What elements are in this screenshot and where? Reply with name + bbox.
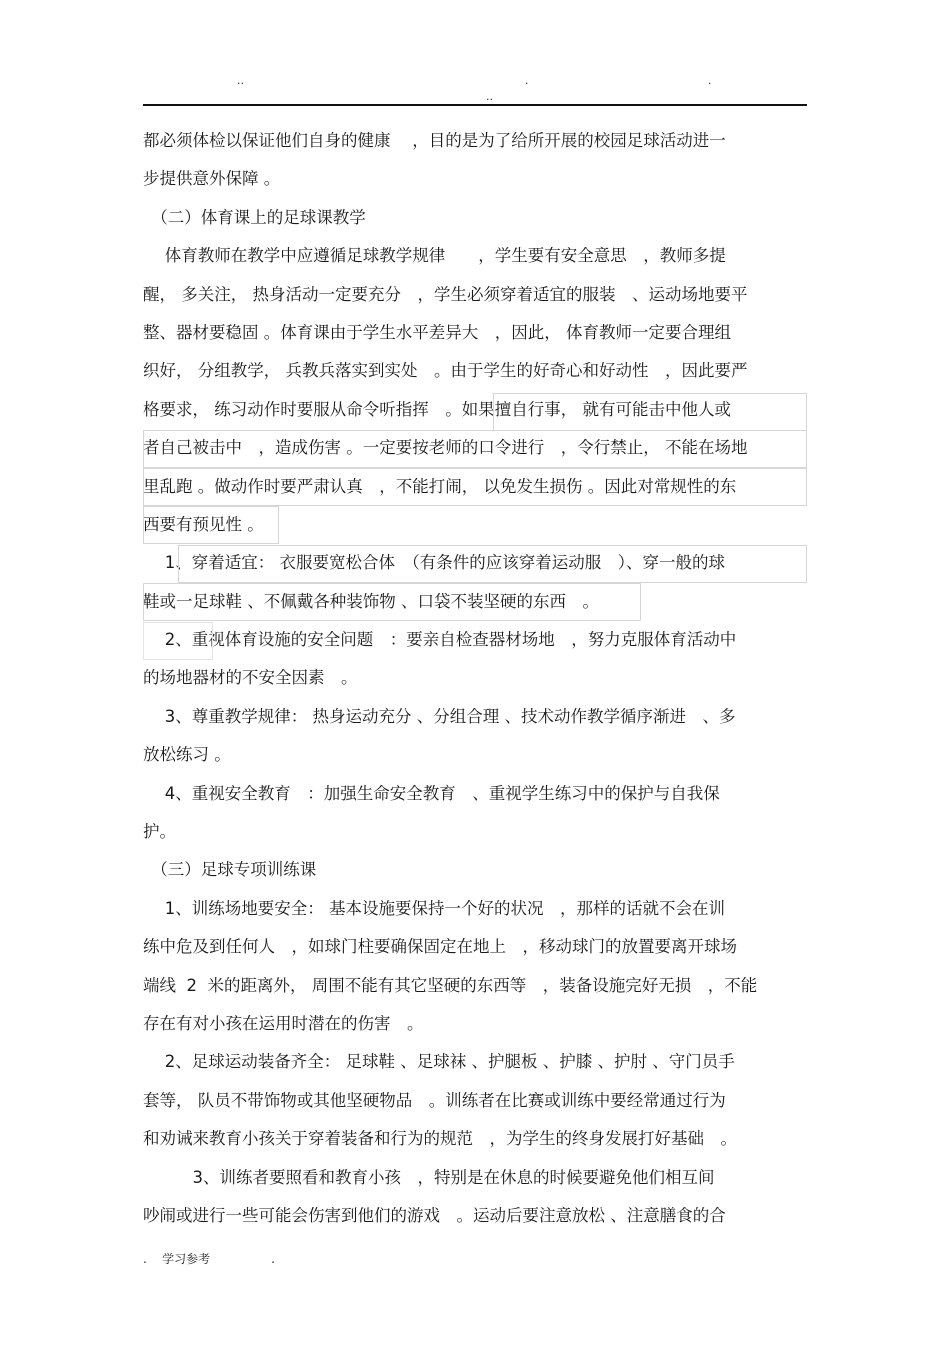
text-line: 和劝诫来教育小孩关于穿着装备和行为的规范 ，为学生的终身发展打好基础 。	[143, 1129, 737, 1149]
text-line: 1、训练场地要安全： 基本设施要保持一个好的状况 ，那样的话就不会在训	[143, 898, 725, 918]
text-line: 2、足球运动装备齐全： 足球鞋 、足球袜 、护腿板 、护膝 、护肘 、守门员手	[143, 1052, 735, 1072]
text-line: 3、尊重教学规律： 热身运动充分 、分组合理 、技术动作教学循序渐进 、多	[143, 706, 736, 726]
text-line: 套等， 队员不带饰物或其他坚硬物品 。训练者在比赛或训练中要经常通过行为	[143, 1090, 726, 1110]
header-rule	[143, 104, 807, 106]
text-line: 者自己被击中 ，造成伤害 。一定要按老师的口令进行 ，令行禁止， 不能在场地	[143, 438, 748, 458]
text-line: 吵闹或进行一些可能会伤害到他们的游戏 。运动后要注意放松 、注意膳食的合	[143, 1205, 726, 1225]
text-line: 鞋或一足球鞋 、不佩戴各种装饰物 、口袋不装坚硬的东西 。	[143, 591, 599, 611]
text-line: 西要有预见性 。	[143, 514, 264, 534]
section-heading: （二）体育课上的足球课教学	[143, 207, 366, 227]
text-line: 体育教师在教学中应遵循足球教学规律 ，学生要有安全意思 ，教师多提	[143, 246, 726, 266]
text-line: 里乱跑 。做动作时要严肃认真 ，不能打闹， 以免发生损伤 。因此对常规性的东	[143, 476, 737, 496]
footer-dot-left: .	[143, 1252, 147, 1266]
header-dot-3: .	[708, 74, 712, 87]
text-line: 护。	[143, 822, 176, 842]
footer	[143, 1250, 275, 1267]
text-line: 格要求， 练习动作时要服从命令听指挥 。如果擅自行事， 就有可能击中他人或	[143, 399, 731, 419]
text-line: 1、穿着适宜： 衣服要宽松合体 （有条件的应该穿着运动服 ）、穿一般的球	[143, 553, 725, 573]
text-line: 3、训练者要照看和教育小孩 ，特别是在休息的时候要避免他们相互间	[143, 1167, 715, 1187]
text-line: 步提供意外保障 。	[143, 169, 281, 189]
text-line: 都必须体检以保证他们自身的健康 ，目的是为了给所开展的校园足球活动进一	[143, 131, 726, 150]
text-line: 整、器材要稳固 。体育课由于学生水平差异大 ，因此， 体育教师一定要合理组	[143, 322, 731, 342]
header-dot-2: .	[525, 74, 529, 87]
text-line: 端线 2 米的距离外， 周围不能有其它坚硬的东西等 ，装备设施完好无损 ，不能	[143, 975, 758, 995]
footer-label: 学习参考	[162, 1252, 211, 1266]
footer-dot-right: .	[271, 1252, 275, 1266]
text-line: 练中危及到任何人 ，如球门柱要确保固定在地上 ，移动球门的放置要离开球场	[143, 937, 737, 957]
text-line: 存在有对小孩在运用时潜在的伤害 。	[143, 1013, 424, 1033]
document-body	[143, 122, 807, 1235]
text-line: 放松练习 。	[143, 745, 231, 765]
text-line: 4、重视安全教育 ：加强生命安全教育 、重视学生练习中的保护与自我保	[143, 783, 720, 803]
text-line: 2、重视体育设施的安全问题 ：要亲自检查器材场地 ，努力克服体育活动中	[143, 630, 737, 650]
section-heading: （三）足球专项训练课	[143, 860, 317, 880]
header-dot-4: ..	[486, 90, 493, 103]
text-line: 醒， 多关注， 热身活动一定要充分 ，学生必须穿着适宜的服装 、运动场地要平	[143, 284, 748, 304]
text-line: 的场地器材的不安全因素 。	[143, 668, 358, 688]
text-line: 织好， 分组教学， 兵教兵落实到实处 。由于学生的好奇心和好动性 ，因此要严	[143, 361, 748, 381]
header-dot-1: ..	[237, 74, 244, 87]
